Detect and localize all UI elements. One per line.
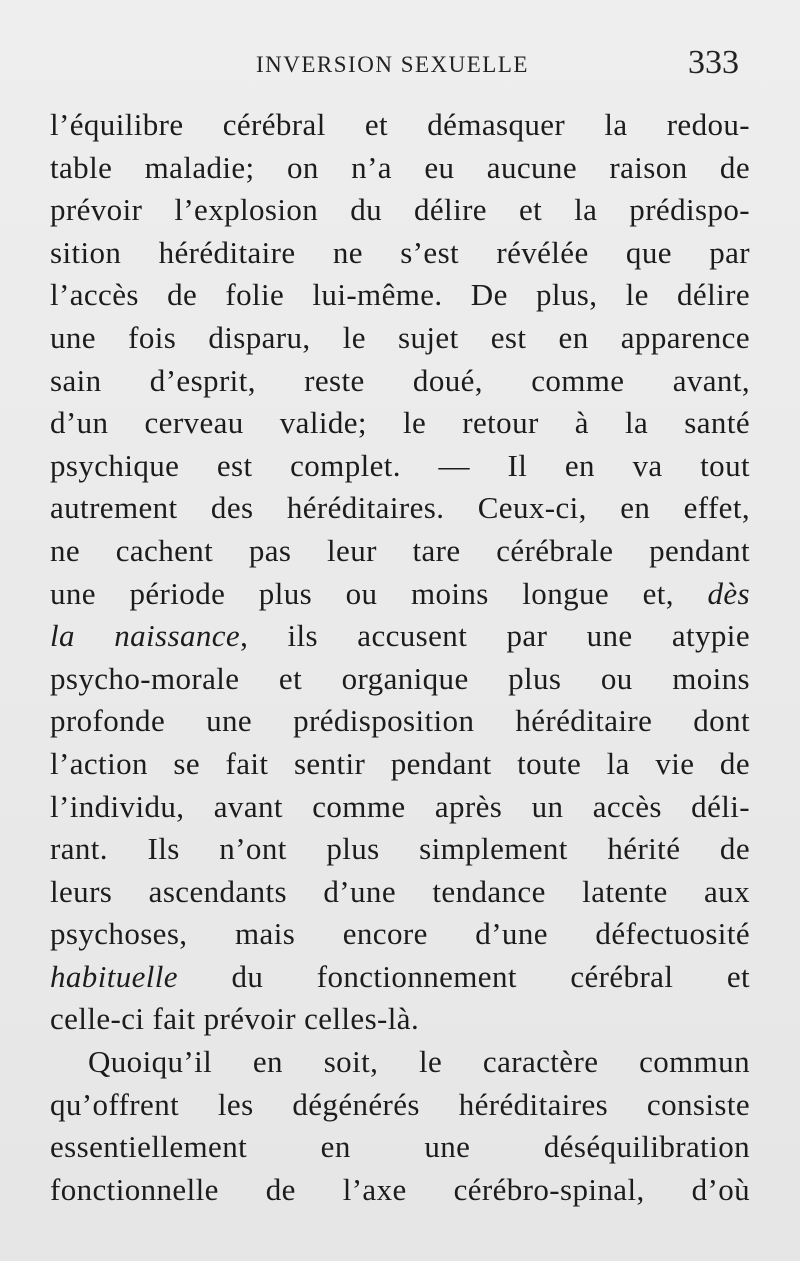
text-line: ne cachent pas leur tare cérébrale pendant: [50, 532, 750, 568]
text-line: sain d’esprit, reste doué, comme avant,: [50, 362, 750, 398]
text-line: psycho-morale et organique plus ou moins: [50, 660, 750, 696]
text-line: rant. Ils n’ont plus simplement hérité de: [50, 831, 750, 867]
text-line: psychique est complet. — Il en va tout: [50, 447, 750, 483]
text-line: psychoses, mais encore d’une défectuosité: [50, 916, 750, 952]
text-line: une fois disparu, le sujet est en apparence: [50, 319, 750, 355]
italic-emphasis: la naissance: [50, 618, 241, 654]
text-line: fonctionnelle de l’axe cérébro-spinal, d’où: [50, 1171, 750, 1207]
text-line: prévoir l’explosion du délire et la prédispo-: [50, 192, 750, 228]
body-text: [50, 104, 750, 1211]
text-line: l’accès de folie lui-même. De plus, le délire: [50, 277, 750, 313]
running-head: [0, 44, 800, 84]
text-line: qu’offrent les dégénérés héréditaires consiste: [50, 1086, 750, 1122]
italic-emphasis: habituelle: [50, 958, 178, 994]
running-title: INVERSION SEXUELLE: [256, 52, 529, 77]
italic-emphasis: dès: [707, 575, 750, 611]
text-line: l’équilibre cérébral et démasquer la redou-: [50, 107, 750, 142]
text-line: la naissance, ils accusent par une atypie: [50, 618, 750, 654]
text-line: table maladie; on n’a eu aucune raison de: [50, 149, 750, 185]
page-number: 333: [688, 44, 739, 81]
text-line: habituelle du fonctionnement cérébral et: [50, 958, 750, 994]
paragraph-end-line: celle-ci fait prévoir celles-là.: [50, 1001, 420, 1037]
text-line: d’un cerveau valide; le retour à la santé: [50, 405, 750, 441]
text-line: profonde une prédisposition héréditaire dont: [50, 703, 750, 739]
text-line: leurs ascendants d’une tendance latente aux: [50, 873, 750, 909]
text-line: essentiellement en une déséquilibration: [50, 1129, 750, 1165]
paragraph-start-line: Quoiqu’il en soit, le caractère commun: [88, 1044, 750, 1080]
text-line: autrement des héréditaires. Ceux-ci, en effet,: [50, 490, 750, 526]
text-line: une période plus ou moins longue et, dès: [50, 575, 750, 611]
text-line: l’individu, avant comme après un accès déli-: [50, 788, 750, 824]
text-line: sition héréditaire ne s’est révélée que par: [50, 234, 750, 270]
text-line: l’action se fait sentir pendant toute la vie de: [50, 745, 750, 781]
